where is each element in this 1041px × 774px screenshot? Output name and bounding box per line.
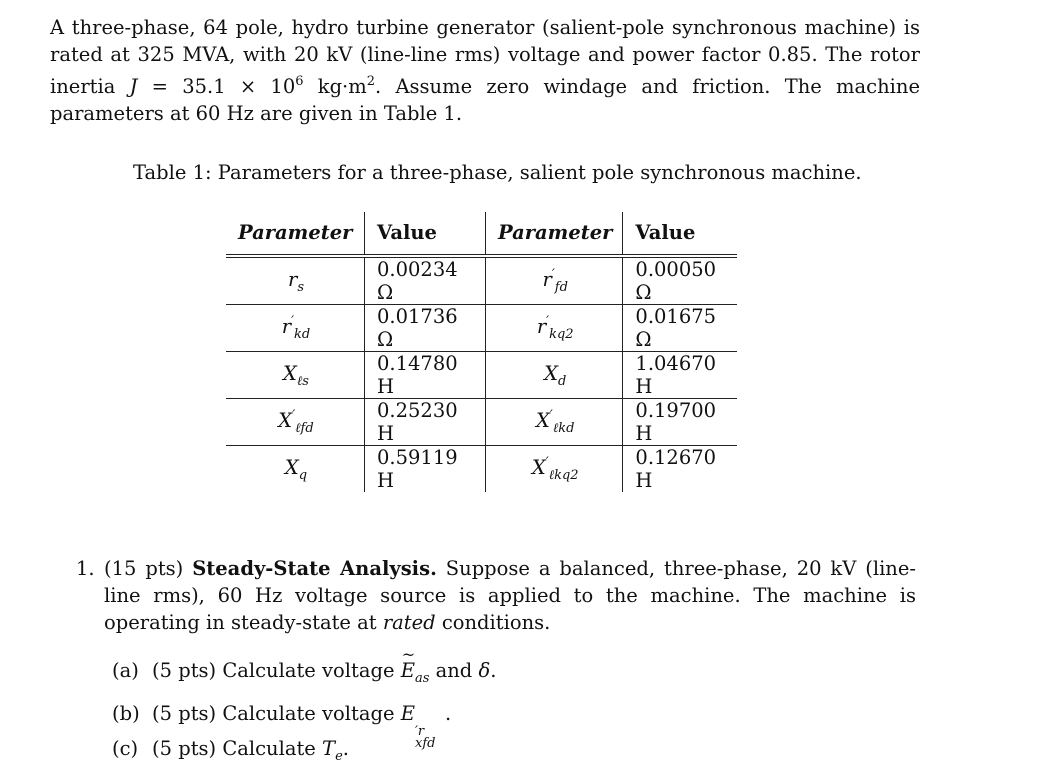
part-b-text-b: . bbox=[444, 702, 452, 725]
symbol-prime: ′ bbox=[549, 408, 553, 423]
parameter-value bbox=[623, 399, 738, 446]
value-text: 0.01675 Ω bbox=[635, 305, 717, 351]
part-b-symbol: E bbox=[400, 702, 415, 725]
value-text: 0.00050 Ω bbox=[635, 258, 717, 304]
part-c bbox=[112, 731, 496, 774]
part-a-subscript: as bbox=[414, 671, 430, 686]
parameter-value bbox=[365, 256, 486, 305]
inertia-symbol: J bbox=[129, 75, 138, 98]
part-b-text: (5 pts) Calculate voltage bbox=[152, 702, 401, 725]
part-b-superscript: ′r bbox=[414, 724, 425, 739]
parameter-table bbox=[226, 212, 737, 492]
symbol-letter: r bbox=[542, 268, 552, 291]
part-a-text: (5 pts) Calculate voltage bbox=[152, 659, 401, 682]
parameter-value bbox=[623, 352, 738, 399]
table-row bbox=[226, 399, 737, 446]
symbol-subscript: fd bbox=[554, 280, 568, 295]
parameter-symbol bbox=[226, 256, 365, 305]
table-row bbox=[226, 352, 737, 399]
symbol-subscript: ℓkd bbox=[552, 421, 575, 436]
problem-title: Steady-State Analysis. bbox=[192, 557, 437, 580]
part-a-label: (a) bbox=[112, 659, 139, 682]
symbol-letter: X bbox=[531, 456, 546, 479]
symbol-subscript: kq2 bbox=[549, 327, 574, 342]
part-b-label: (b) bbox=[112, 702, 140, 725]
problem-1 bbox=[76, 555, 916, 636]
symbol-letter: X bbox=[284, 456, 299, 479]
part-c-text-b: . bbox=[342, 737, 349, 760]
part-c-subscript: e bbox=[335, 749, 343, 764]
inertia-unit-exponent: 2 bbox=[366, 74, 376, 89]
symbol-prime: ′ bbox=[546, 314, 550, 329]
parameter-symbol bbox=[486, 256, 623, 305]
part-a bbox=[112, 653, 496, 696]
part-c-text: (5 pts) Calculate bbox=[152, 737, 323, 760]
intro-paragraph bbox=[50, 14, 920, 127]
header-value-2: Value bbox=[623, 212, 738, 256]
value-text: 0.59119 H bbox=[377, 446, 458, 492]
parameter-symbol bbox=[486, 399, 623, 446]
header-parameter-1: Parameter bbox=[226, 212, 365, 256]
part-b-subscript: xfd bbox=[414, 736, 436, 751]
parameter-symbol bbox=[226, 352, 365, 399]
parameter-value bbox=[365, 352, 486, 399]
intro-text-2: . Assume zero windage and friction. The machine parameters at 60 Hz are given in Table 1. bbox=[50, 75, 920, 125]
problem-emphasis: rated bbox=[382, 611, 436, 634]
parameter-value bbox=[365, 305, 486, 352]
problem-points: (15 pts) bbox=[104, 557, 193, 580]
table-row bbox=[226, 446, 737, 493]
value-text: 0.01736 Ω bbox=[377, 305, 458, 351]
value-text: 0.12670 H bbox=[635, 446, 717, 492]
value-text: 0.25230 H bbox=[377, 399, 458, 445]
problem-text-a: Suppose a balanced, three-phase, 20 kV (line-line rms), 60 Hz voltage source is applied to the machine. The machine is operating in steady-state at bbox=[104, 557, 916, 634]
part-a-text-b: and bbox=[429, 659, 479, 682]
symbol-letter: r bbox=[281, 315, 292, 338]
parameter-value bbox=[365, 446, 486, 493]
inertia-unit: kg·m bbox=[303, 75, 367, 98]
problem-number: 1. bbox=[76, 557, 95, 580]
parameter-symbol bbox=[226, 446, 365, 493]
symbol-subscript: kd bbox=[294, 327, 311, 342]
part-a-delta: δ bbox=[478, 659, 491, 682]
part-b bbox=[112, 696, 496, 751]
value-text: 0.00234 Ω bbox=[377, 258, 458, 304]
part-c-label: (c) bbox=[112, 737, 139, 760]
symbol-letter: X bbox=[278, 409, 293, 432]
symbol-subscript: q bbox=[298, 468, 308, 483]
symbol-prime: ′ bbox=[292, 408, 296, 423]
symbol-letter: r bbox=[536, 315, 547, 338]
parameter-value bbox=[623, 446, 738, 493]
problem-parts bbox=[112, 653, 496, 774]
symbol-prime: ′ bbox=[551, 267, 555, 282]
inertia-value: = 35.1 × 10 bbox=[137, 75, 296, 98]
symbol-letter: X bbox=[544, 362, 558, 385]
table-row bbox=[226, 256, 737, 305]
parameter-value bbox=[365, 399, 486, 446]
table-row bbox=[226, 305, 737, 352]
value-text: 1.04670 H bbox=[635, 352, 717, 398]
part-c-symbol: T bbox=[322, 737, 336, 760]
symbol-prime: ′ bbox=[291, 314, 295, 329]
symbol-subscript: s bbox=[297, 280, 304, 295]
parameter-value bbox=[623, 305, 738, 352]
symbol-subscript: d bbox=[557, 374, 567, 389]
part-a-symbol: ~ E bbox=[401, 653, 415, 688]
symbol-subscript: ℓs bbox=[296, 374, 309, 389]
parameter-symbol bbox=[486, 305, 623, 352]
inertia-exponent: 6 bbox=[295, 74, 304, 89]
symbol-subscript: ℓkq2 bbox=[548, 468, 579, 483]
symbol-letter: r bbox=[288, 268, 298, 291]
problem-statement bbox=[104, 555, 916, 636]
value-text: 0.19700 H bbox=[635, 399, 717, 445]
table-header-row bbox=[226, 212, 737, 256]
symbol-letter: X bbox=[283, 362, 297, 385]
header-parameter-2: Parameter bbox=[486, 212, 623, 256]
parameter-symbol bbox=[486, 446, 623, 493]
symbol-subscript: ℓfd bbox=[295, 421, 314, 436]
part-a-text-c: . bbox=[490, 659, 497, 682]
problem-text-b: conditions. bbox=[435, 611, 551, 634]
value-text: 0.14780 H bbox=[377, 352, 458, 398]
symbol-prime: ′ bbox=[545, 455, 549, 470]
parameter-value bbox=[623, 256, 738, 305]
parameter-symbol bbox=[226, 305, 365, 352]
header-value-1: Value bbox=[365, 212, 486, 256]
table-caption: Table 1: Parameters for a three-phase, salient pole synchronous machine. bbox=[133, 161, 862, 184]
intro-text-1: A three-phase, 64 pole, hydro turbine generator (salient-pole synchronous machine) is rated at 325 MVA, with 20 kV (line-line rms) voltage and power factor 0.85. The rotor inertia bbox=[50, 16, 920, 98]
parameter-symbol bbox=[486, 352, 623, 399]
parameter-symbol bbox=[226, 399, 365, 446]
symbol-letter: X bbox=[535, 409, 550, 432]
